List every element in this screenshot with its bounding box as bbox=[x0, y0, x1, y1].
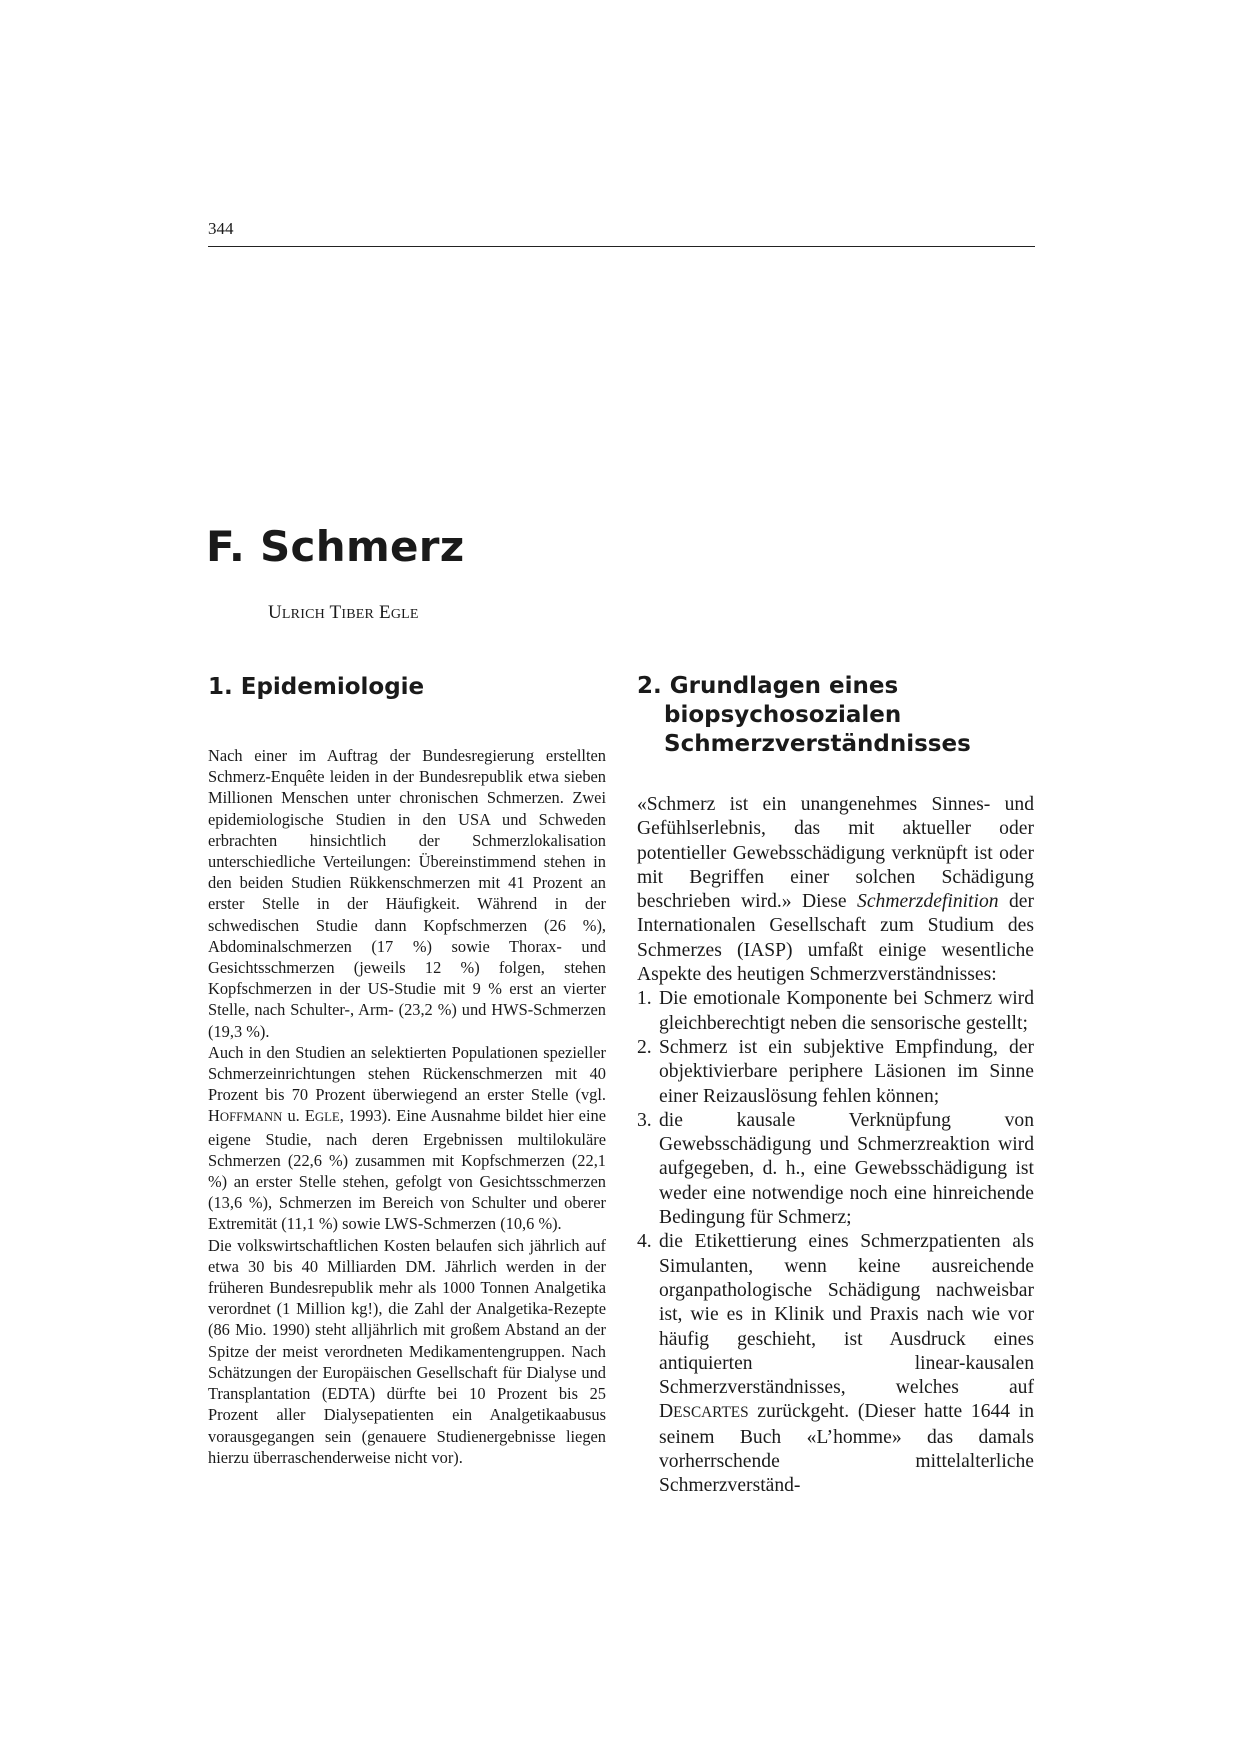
list-number: 1. bbox=[637, 988, 652, 1010]
list-text: die Etikettierung eines Schmerzpatienten als Simulanten, wenn keine ausreichende organpathologische Schädigung nachweisbar ist, wie es in Klinik und Praxis nach wie vor häufig geschieht, ist Ausdruck eines antiquierten linear-kausalen Schmerzverständnisses, welches auf bbox=[659, 1231, 1034, 1399]
author bbox=[268, 602, 419, 624]
list-item bbox=[637, 1109, 1034, 1230]
chapter-title: F. Schmerz bbox=[206, 522, 465, 571]
section-grundlagen bbox=[637, 672, 1034, 1499]
list-number: 2. bbox=[637, 1036, 652, 1058]
author-middle-rest: IBER bbox=[341, 607, 375, 622]
aspect-list bbox=[637, 987, 1034, 1498]
section-body bbox=[637, 793, 1034, 1499]
list-text: zurückgeht. (Dieser hatte 1644 in seinem Buch «L’homme» das damals vorherrschende mittelalterliche Schmerzverständ- bbox=[659, 1401, 1034, 1497]
section-epidemiologie bbox=[208, 672, 606, 1468]
text-run: der Internationalen Gesellschaft zum Studium des Schmerzes (IASP) umfaßt einige wesentliche Aspekte des heutigen Schmerzverständnisses: bbox=[637, 891, 1034, 986]
list-number: 4. bbox=[637, 1231, 652, 1253]
author-first-initial: U bbox=[268, 602, 282, 623]
section-body bbox=[208, 745, 606, 1468]
section-heading: 2. Grundlagen eines biopsychosozialen Schmerzverständnisses bbox=[637, 673, 971, 757]
paragraph: Die volkswirtschaftlichen Kosten belaufen sich jährlich auf etwa 30 bis 40 Milliarden DM. Jährlich werden in der früheren Bundesrepublik mehr als 1000 Tonnen Analgetika verordnet (1 Million kg!), die Zahl der Analgetika-Rezepte (86 Mio. 1990) steht alljährlich mit großem Abstand an der Spitze der meist verordneten Medikamentengruppen. Nach Schätzungen der Europäischen Gesellschaft für Dialyse und Transplantation (EDTA) dürfte bei 10 Prozent bis 25 Prozent aller Dialysepatienten ein Analgetikaabusus vorausgegangen sein (genauere Studienergebnisse liegen hierzu überraschenderweise nicht vor). bbox=[208, 1235, 606, 1467]
citation-initial: D bbox=[659, 1401, 674, 1423]
text-run: u. bbox=[282, 1106, 305, 1126]
text-run: , 1993). Eine Ausnahme bildet hier eine eigene Studie, nach deren Ergebnissen multilokuläre Schmerzen (22,6 %) zusammen mit Kopfschmerzen (22,1 %) an erster Stelle stehen, gefolgt von Gesichtsschmerzen (13,6 %), Schmerzen im Bereich von Schulter und oberer Extremität (11,1 %) sowie LWS-Schmerzen (10,6 %). bbox=[208, 1106, 606, 1234]
paragraph bbox=[637, 793, 1034, 987]
list-item bbox=[637, 987, 1034, 1036]
section-heading: 1. Epidemiologie bbox=[208, 674, 425, 700]
citation-author bbox=[659, 1401, 749, 1422]
author-first-rest: LRICH bbox=[281, 607, 325, 622]
list-text: Die emotionale Komponente bei Schmerz wird gleichberechtigt neben die sensorische gestellt; bbox=[659, 988, 1034, 1034]
paragraph: Nach einer im Auftrag der Bundesregierung erstellten Schmerz-Enquête leiden in der Bundesrepublik etwa sieben Millionen Menschen unter chronischen Schmerzen. Zwei epidemiologische Studien in den USA und Schweden erbrachten hinsichtlich der Schmerzlokalisation unterschiedliche Verteilungen: Übereinstimmend stehen in den beiden Studien Rükkenschmerzen mit 41 Prozent an erster Stelle in der Häufigkeit. Während in der schwedischen Studie dann Kopfschmerzen (26 %), Abdominalschmerzen (17 %) sowie Thorax- und Gesichtsschmerzen (jeweils 12 %) folgen, stehen Kopfschmerzen in der US-Studie mit 9 % erst an vierter Stelle, nach Schulter-, Arm- (23,2 %) und HWS-Schmerzen (19,3 %). bbox=[208, 746, 606, 1041]
author-last-rest: GLE bbox=[390, 607, 419, 622]
citation-initial: H bbox=[208, 1106, 220, 1126]
author-last-initial: E bbox=[379, 602, 391, 623]
author-middle-initial: T bbox=[329, 602, 342, 623]
citation-author bbox=[305, 1106, 340, 1125]
list-item bbox=[637, 1230, 1034, 1498]
emphasis: Schmerzdefinition bbox=[857, 891, 999, 913]
citation-smallcaps: GLE bbox=[314, 1110, 340, 1125]
paragraph bbox=[208, 1042, 606, 1235]
list-text: Schmerz ist ein subjektive Empfindung, der objektivierbare periphere Läsionen im Sinne einer Reizauslösung fehlen können; bbox=[659, 1036, 1034, 1107]
text-run: Auch in den Studien an selektierten Populationen spezieller Schmerzeinrichtungen stehen Rückenschmerzen mit 40 Prozent bis 70 Prozent überwiegend an erster Stelle (vgl. bbox=[208, 1042, 606, 1105]
citation-smallcaps: ESCARTES bbox=[673, 1404, 749, 1422]
list-number: 3. bbox=[637, 1109, 652, 1131]
text-run: «Schmerz ist ein unangenehmes Sinnes- und Gefühlserlebnis, das mit aktueller oder potentieller Gewebsschädigung verknüpft ist oder mit Begriffen einer solchen Schädigung beschrieben wird.» Diese bbox=[637, 794, 1034, 913]
citation-initial: E bbox=[304, 1106, 315, 1126]
header-rule bbox=[208, 246, 1035, 247]
list-item bbox=[637, 1036, 1034, 1109]
page-number: 344 bbox=[208, 219, 234, 238]
citation-author bbox=[208, 1106, 282, 1125]
list-text: die kausale Verknüpfung von Gewebsschädigung und Schmerzreaktion wird aufgegeben, d. h., eine Gewebsschädigung ist weder eine notwendige noch eine hinreichende Bedingung für Schmerz; bbox=[659, 1109, 1034, 1229]
citation-smallcaps: OFFMANN bbox=[219, 1110, 283, 1125]
